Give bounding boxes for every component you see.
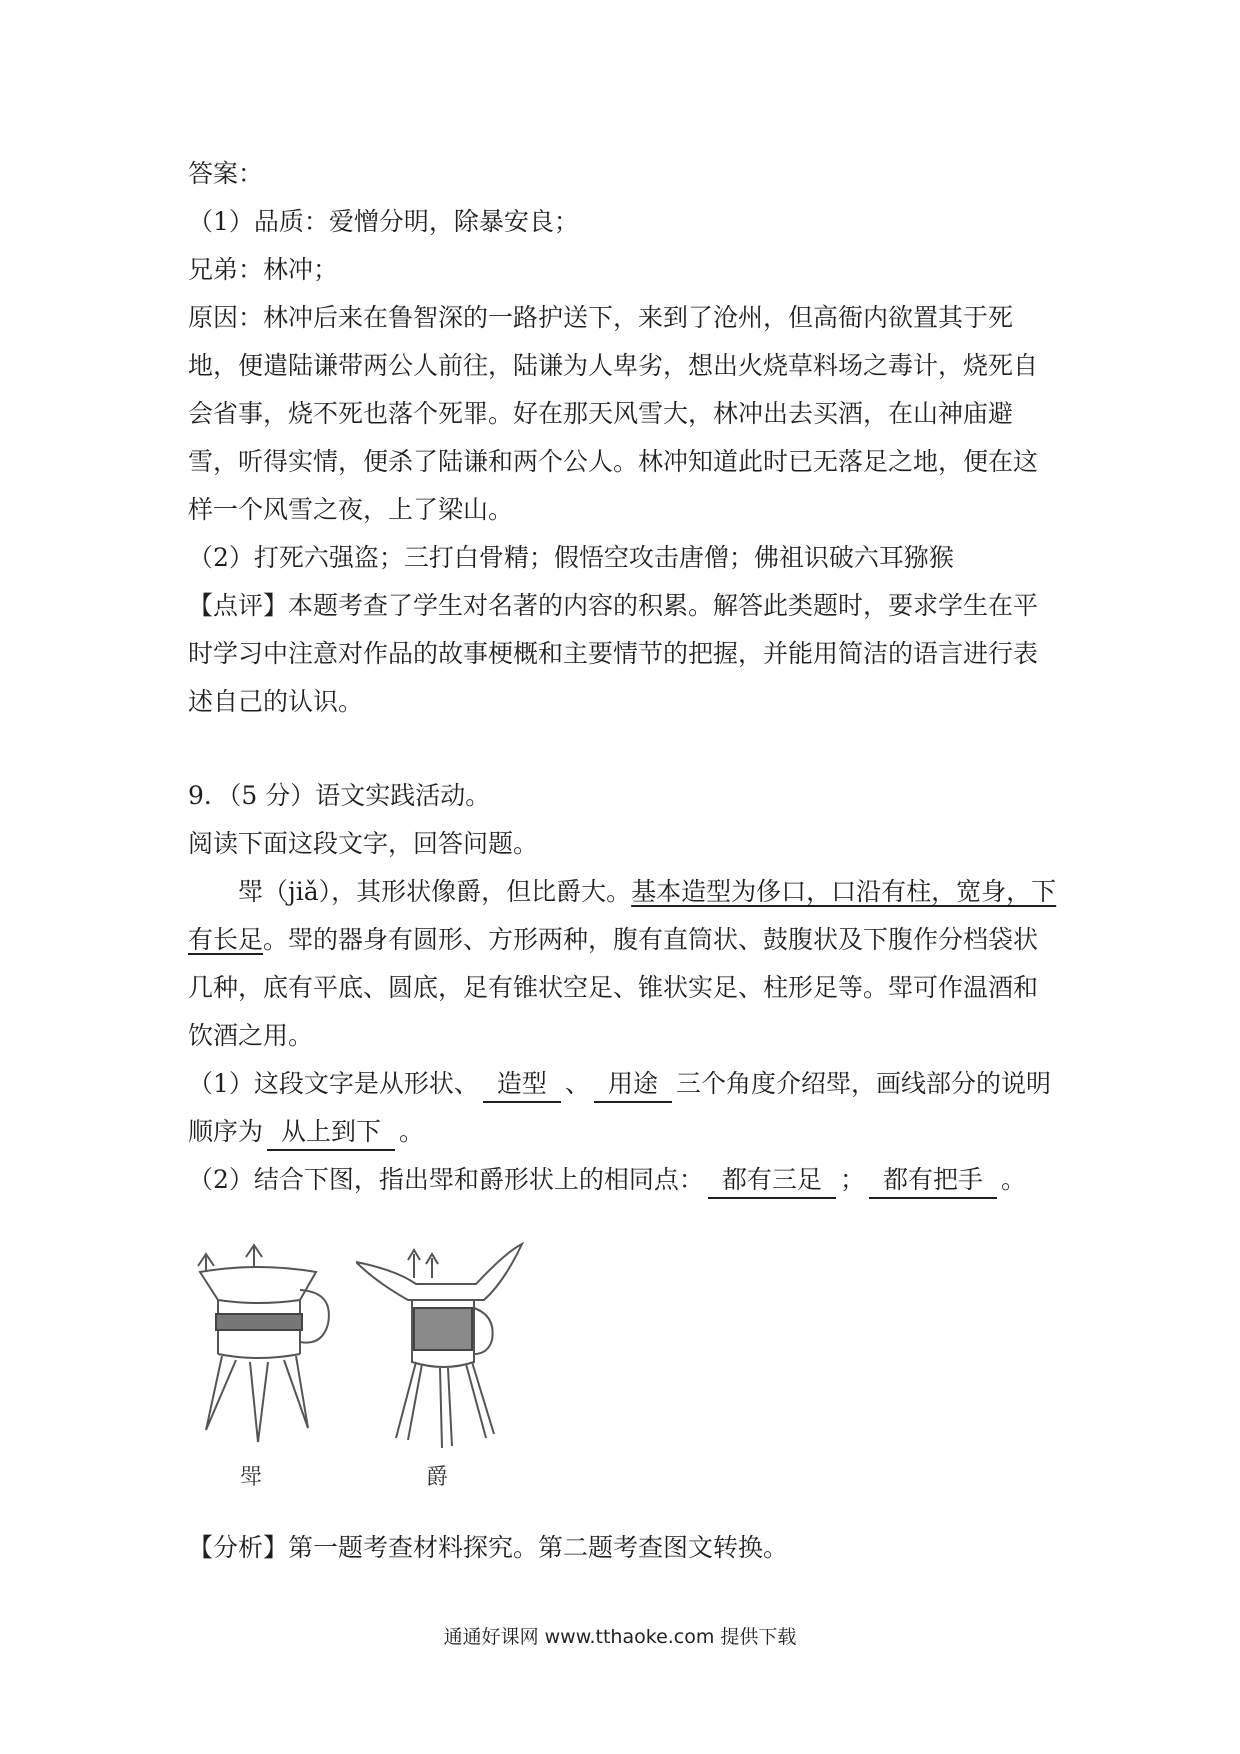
answer-heading: 答案： [188, 159, 264, 188]
sub1-end: 。 [399, 1117, 425, 1146]
passage-underlined: 基本造型为侈口，口沿有柱，宽身，下有长足 [188, 877, 1057, 954]
sub1-answer-blank-2: 用途 [594, 1067, 672, 1103]
section-gap [188, 726, 1060, 772]
jia-vessel-drawing [188, 1242, 338, 1457]
q9-passage [188, 868, 1060, 1060]
sub2-separator: ； [839, 1165, 865, 1194]
q9-instruction: 阅读下面这段文字，回答问题。 [188, 829, 539, 858]
jue-vessel-drawing [356, 1242, 526, 1457]
document-body [188, 150, 1060, 1204]
analysis-paragraph: 【分析】第一题考查材料探究。第二题考查图文转换。 [188, 1533, 789, 1562]
sub2-text-a: （2）结合下图，指出斝和爵形状上的相同点： [188, 1165, 704, 1194]
answer-q1-quality: （1）品质：爱憎分明，除暴安良； [188, 207, 579, 236]
jia-vessel-figure [188, 1242, 338, 1490]
sub1-answer-blank-1: 造型 [483, 1067, 561, 1103]
jia-label: 斝 [240, 1465, 263, 1490]
q9-sub2 [188, 1156, 1060, 1204]
sub1-text-b: 三个角度介绍斝，画线部分的说明顺序为 [188, 1069, 1051, 1146]
answer-q2: （2）打死六强盗；三打白骨精；假悟空攻击唐僧；佛祖识破六耳猕猴 [188, 543, 954, 572]
sub1-separator: 、 [564, 1069, 590, 1098]
review-paragraph: 【点评】本题考查了学生对名著的内容的积累。解答此类题时，要求学生在平时学习中注意对作品的故事梗概和主要情节的把握，并能用简洁的语言进行表述自己的认识。 [188, 591, 1039, 716]
jue-vessel-figure [356, 1242, 526, 1490]
passage-start: 斝（jiǎ），其形状像爵，但比爵大。 [238, 877, 632, 906]
sub1-answer-blank-3: 从上到下 [267, 1115, 395, 1151]
passage-rest: 。斝的器身有圆形、方形两种，腹有直筒状、鼓腹状及下腹作分档袋状几种，底有平底、圆底，足有锥状空足、锥状实足、柱形足等。斝可作温酒和饮酒之用。 [188, 925, 1039, 1050]
sub2-answer-blank-1: 都有三足 [708, 1163, 836, 1199]
sub1-text-a: （1）这段文字是从形状、 [188, 1069, 479, 1098]
q9-title: 9．（5 分）语文实践活动。 [188, 781, 491, 810]
answer-q1-brother: 兄弟：林冲； [188, 255, 339, 284]
page-footer: 通通好课网 www.tthaoke.com 提供下载 [443, 1626, 797, 1648]
sub2-answer-blank-2: 都有把手 [869, 1163, 997, 1199]
q9-sub1 [188, 1060, 1060, 1156]
vessel-figures [188, 1242, 568, 1502]
answer-q1-reason: 原因：林冲后来在鲁智深的一路护送下，来到了沧州，但高衙内欲置其于死地，便遣陆谦带两公人前往，陆谦为人卑劣，想出火烧草料场之毒计，烧死自会省事，烧不死也落个死罪。好在那天风雪大，林冲出去买酒，在山神庙避雪，听得实情，便杀了陆谦和两个公人。林冲知道此时已无落足之地，便在这样一个风雪之夜，上了梁山。 [188, 303, 1039, 524]
sub2-end: 。 [1000, 1165, 1026, 1194]
jue-label: 爵 [426, 1465, 449, 1490]
